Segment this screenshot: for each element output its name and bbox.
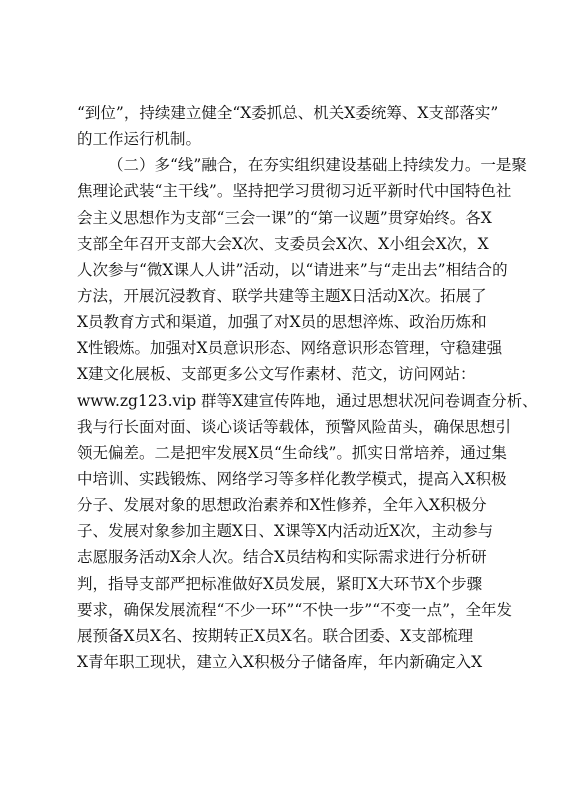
body-text	[77, 100, 538, 675]
text-line: 志愿服务活动X余人次。结合X员结构和实际需求进行分析研	[77, 548, 487, 567]
text-line: 的工作运行机制。	[77, 130, 202, 149]
text-line: X青年职工现状，建立入X积极分子储备库，年内新确定入X	[77, 652, 483, 671]
text-line: 中培训、实践锻炼、网络学习等多样化教学模式，提高入X积极	[77, 469, 507, 488]
text-line: 我与行长面对面、谈心谈话等载体，预警风险苗头，确保思想引	[77, 417, 512, 436]
text-line: X性锻炼。加强对X员意识形态、网络意识形态管理，守稳建强	[77, 339, 503, 358]
text-line: X员教育方式和渠道，加强了对X员的思想淬炼、政治历炼和	[77, 313, 487, 332]
text-line: 领无偏差。二是把牢发展X员“生命线”。抓实日常培养，通过集	[77, 443, 507, 462]
text-line: 分子、发展对象的思想政治素养和X性修养，全年入X积极分	[77, 496, 487, 515]
text-line: www.zg123.vip 群等X建宣传阵地，通过思想状况问卷调查分析、	[77, 391, 538, 410]
text-line: 人次参与“微X课人人讲”活动，以“请进来”与“走出去”相结合的	[77, 260, 508, 279]
text-line: X建文化展板、支部更多公文写作素材、范文，访问网站：	[77, 365, 476, 384]
text-line: 要求，确保发展流程“不少一环”“不快一步”“不变一点”，全年发	[77, 600, 513, 619]
text-line: 支部全年召开支部大会X次、支委员会X次、X小组会X次，X	[77, 234, 489, 253]
text-line: 子、发展对象参加主题X日、X课等X内活动近X次，主动参与	[77, 522, 494, 541]
text-line: 会主义思想作为支部“三会一课”的“第一议题”贯穿始终。各X	[77, 208, 492, 227]
text-line: （二）多“线”融合，在夯实组织建设基础上持续发力。一是聚	[108, 156, 527, 175]
text-line: 展预备X员X名、按期转正X员X名。联合团委、X支部梳理	[77, 626, 474, 645]
text-line: 方法，开展沉浸教育、联学共建等主题X日活动X次。拓展了	[77, 286, 487, 305]
text-line: 焦理论武装“主干线”。坚持把学习贯彻习近平新时代中国特色社	[77, 182, 512, 201]
text-line: “到位”，持续建立健全“X委抓总、机关X委统筹、X支部落实”	[77, 104, 499, 122]
text-line: 判，指导支部严把标准做好X员发展，紧盯X大环节X个步骤	[77, 574, 483, 593]
